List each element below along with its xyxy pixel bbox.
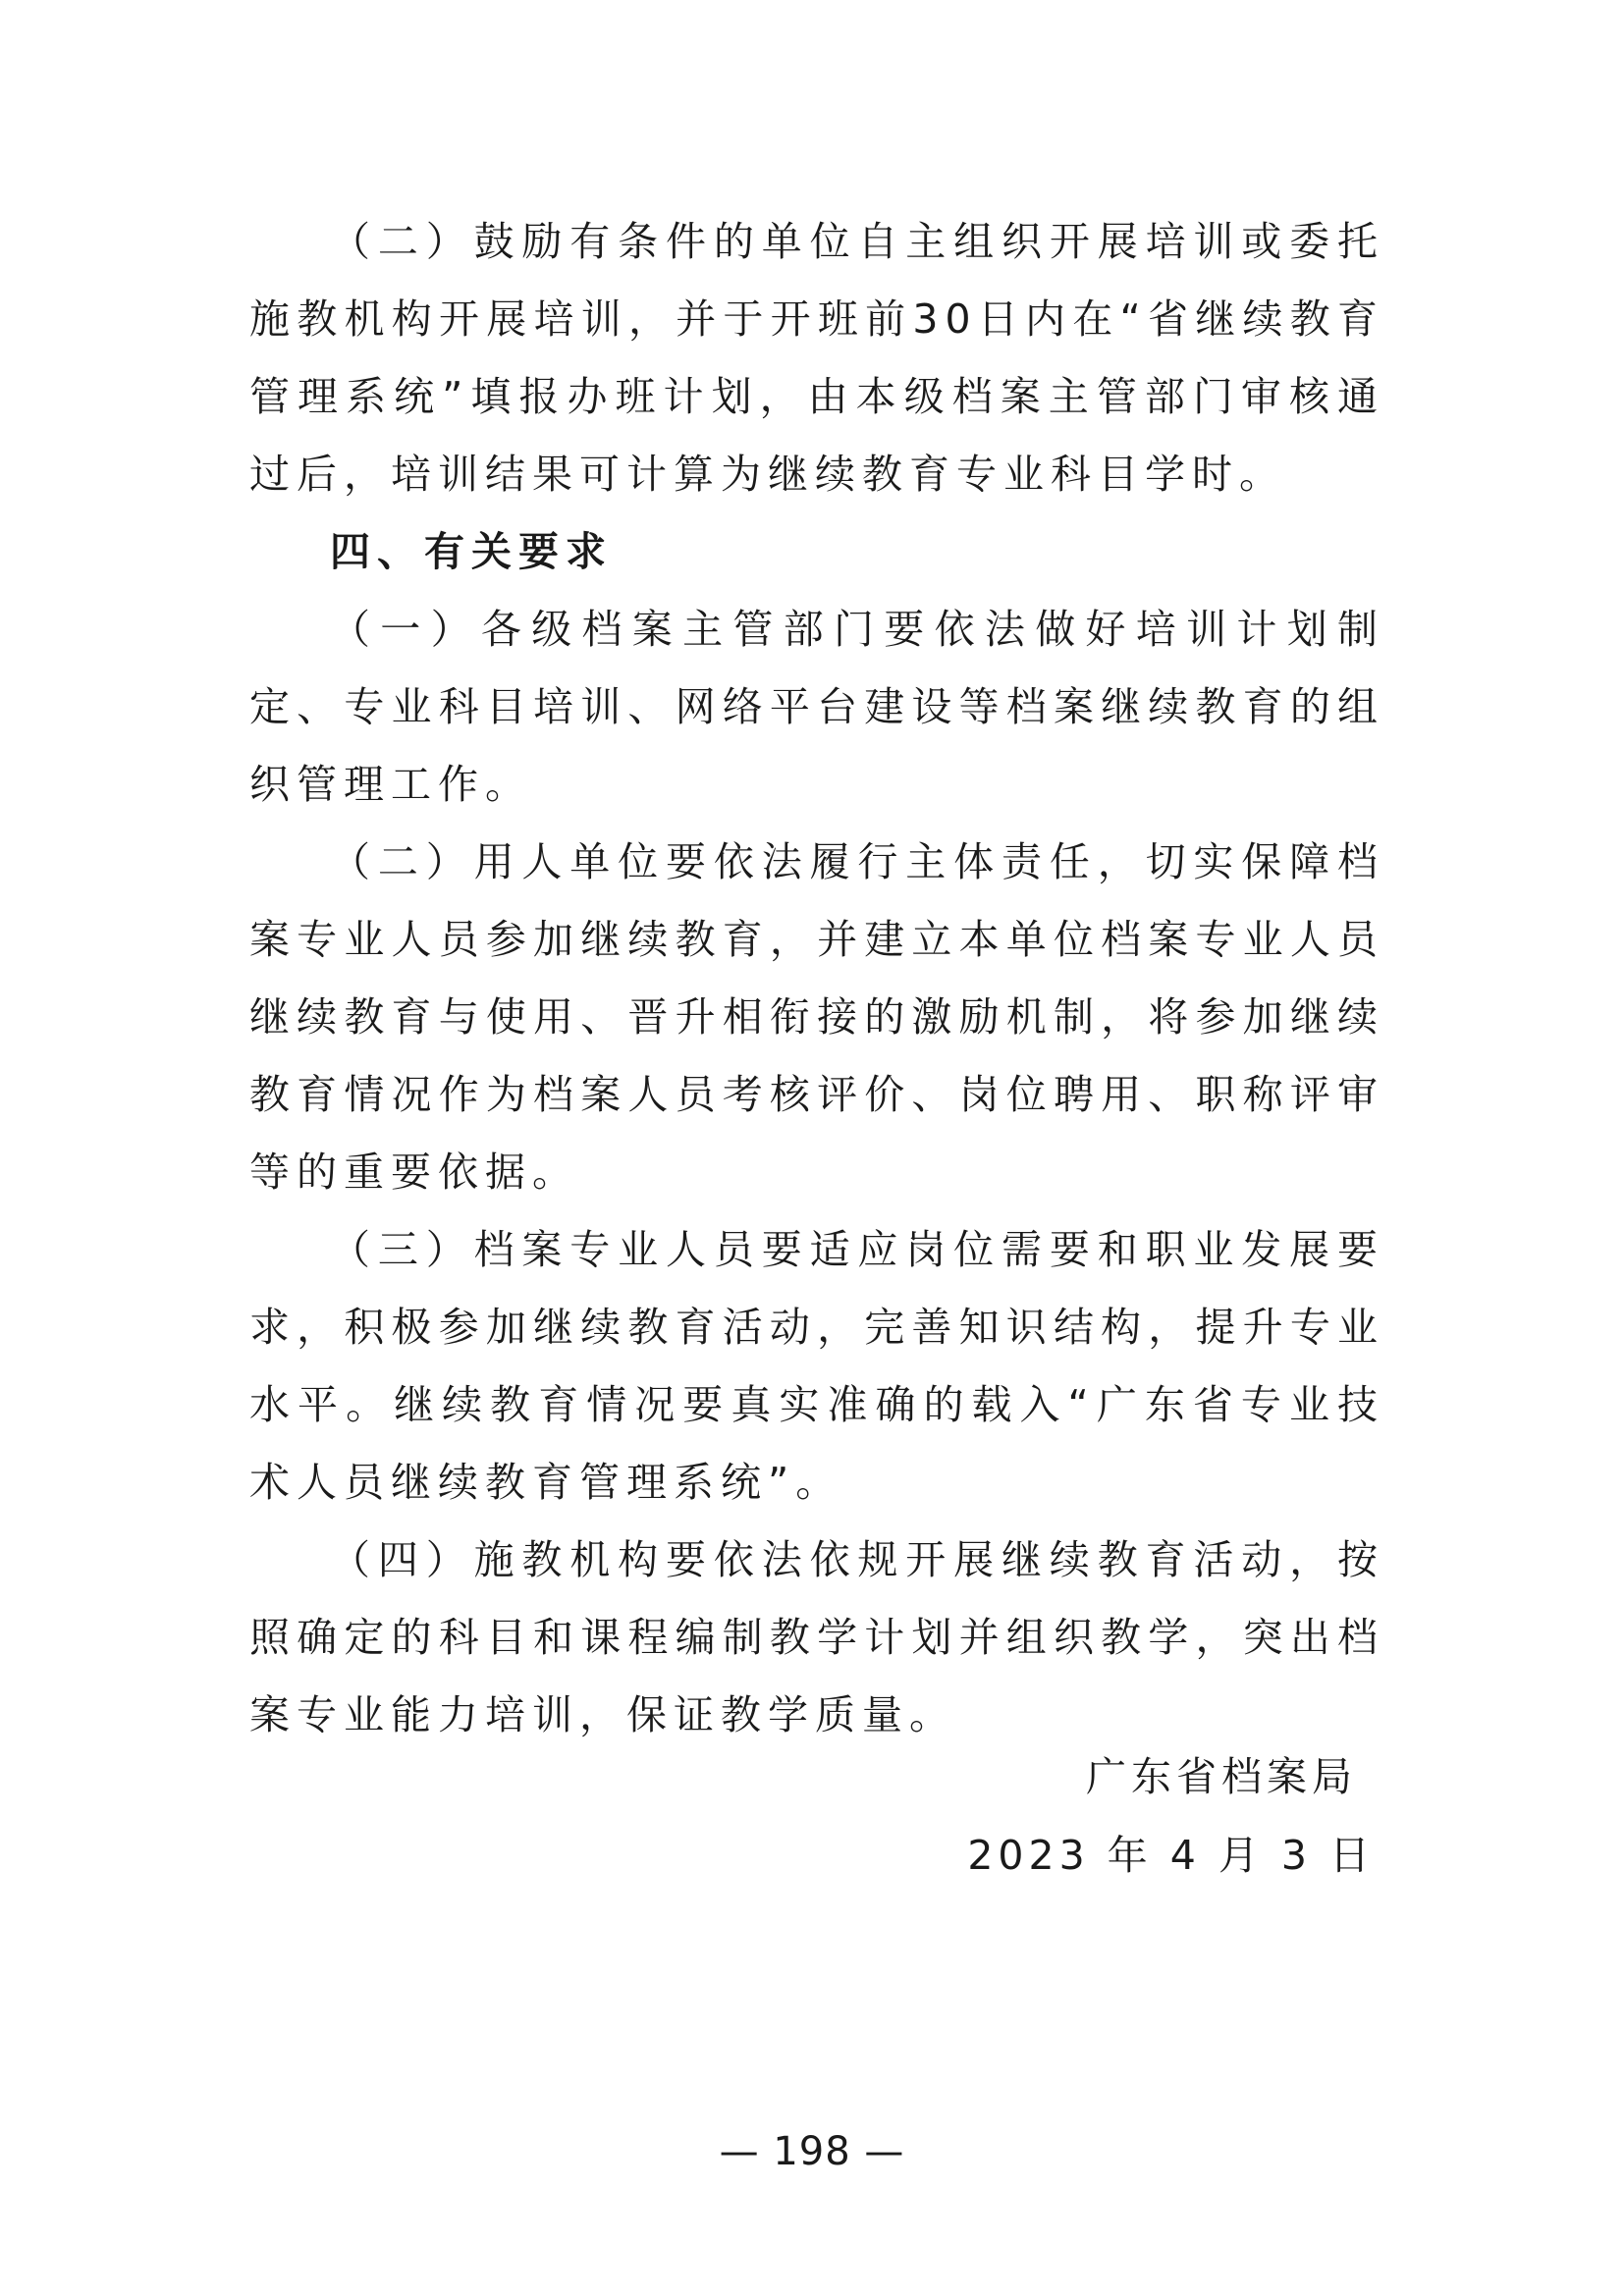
- paragraph-4-1-authorities: （一）各级档案主管部门要依法做好培训计划制定、专业科目培训、网络平台建设等档案继续教育的组织管理工作。: [249, 606, 1384, 808]
- paragraph-2-2-training-plan: （二）鼓励有条件的单位自主组织开展培训或委托施教机构开展培训，并于开班前30日内在“省继续教育管理系统”填报办班计划，由本级档案主管部门审核通过后，培训结果可计算为继续教育专业科目学时。: [249, 218, 1384, 498]
- signature-block: [967, 1737, 1375, 1895]
- page-number: — 198 —: [719, 2129, 905, 2174]
- paragraph-4-2-employers: （二）用人单位要依法履行主体责任，切实保障档案专业人员参加继续教育，并建立本单位档案专业人员继续教育与使用、晋升相衔接的激励机制，将参加继续教育情况作为档案人员考核评价、岗位聘用、职称评审等的重要依据。: [249, 838, 1384, 1196]
- signature-date: 2023 年 4 月 3 日: [967, 1832, 1375, 1879]
- signature-organization: 广东省档案局: [1086, 1753, 1357, 1800]
- paragraph-4-4-institutions: （四）施教机构要依法依规开展继续教育活动，按照确定的科目和课程编制教学计划并组织教学，突出档案专业能力培训，保证教学质量。: [249, 1536, 1384, 1738]
- document-body: [249, 203, 1384, 1754]
- paragraph-4-3-professionals: （三）档案专业人员要适应岗位需要和职业发展要求，积极参加继续教育活动，完善知识结构，提升专业水平。继续教育情况要真实准确的载入“广东省专业技术人员继续教育管理系统”。: [249, 1226, 1384, 1506]
- section-heading-requirements: 四、有关要求: [330, 528, 613, 575]
